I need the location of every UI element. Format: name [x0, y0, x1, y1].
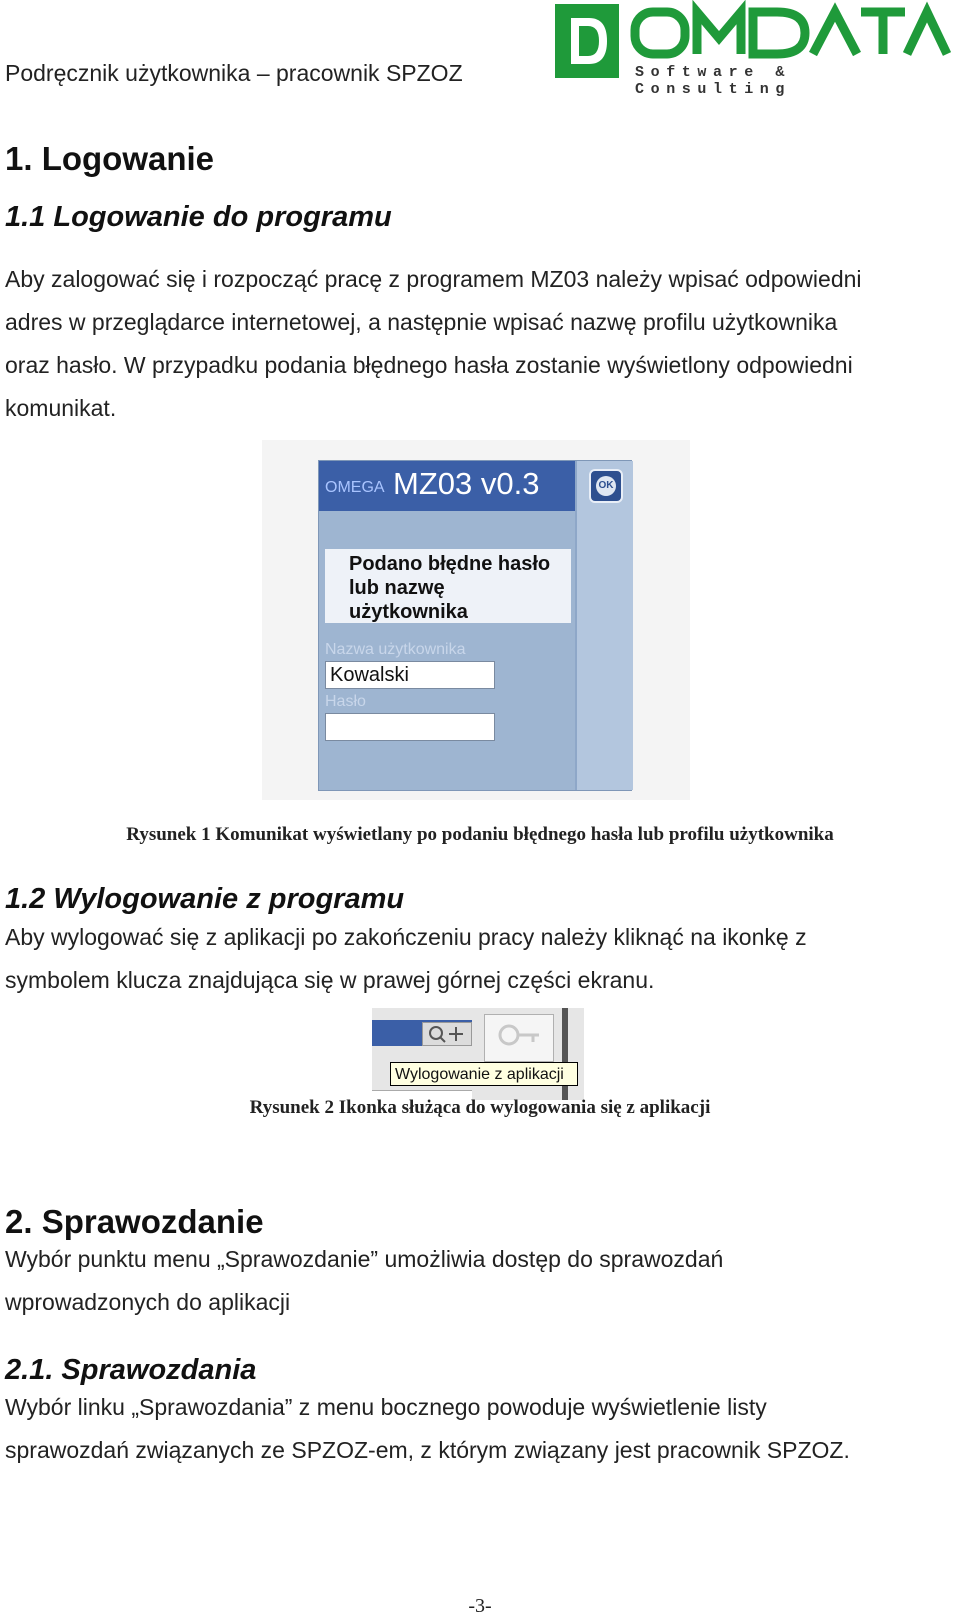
figure-2-caption: Rysunek 2 Ikonka służąca do wylogowania się z aplikacji	[249, 1097, 711, 1118]
logo-subtitle: Software & Consulting	[635, 64, 792, 98]
section-1-2-paragraph	[5, 916, 945, 1002]
paragraph-line: Aby wylogować się z aplikacji po zakończeniu pracy należy kliknąć na ikonkę z	[5, 924, 807, 950]
password-label: Hasło	[325, 693, 366, 710]
section-2-heading: 2. Sprawozdanie	[5, 1203, 264, 1240]
ok-button[interactable]	[589, 469, 623, 503]
paragraph-line: komunikat.	[5, 395, 117, 421]
password-field[interactable]	[325, 713, 495, 741]
error-message-line: użytkownika	[349, 601, 468, 623]
logout-key-button[interactable]	[484, 1014, 554, 1062]
ok-button-label: OK	[596, 476, 616, 496]
username-field[interactable]: Kowalski	[325, 661, 495, 689]
paragraph-line: Wybór punktu menu „Sprawozdanie” umożliwia dostęp do sprawozdań	[5, 1246, 724, 1272]
document-header-title: Podręcznik użytkownika – pracownik SPZOZ	[5, 60, 463, 86]
search-add-icon	[422, 1022, 472, 1046]
section-1-1-paragraph	[5, 258, 945, 430]
paragraph-line: adres w przeglądarce internetowej, a następnie wpisać nazwę profilu użytkownika	[5, 309, 838, 335]
paragraph-line: wprowadzonych do aplikacji	[5, 1289, 291, 1315]
section-1-2-heading: 1.2 Wylogowanie z programu	[5, 883, 405, 915]
section-2-paragraph	[5, 1238, 945, 1324]
logout-tooltip: Wylogowanie z aplikacji	[390, 1062, 578, 1086]
section-1-1-heading: 1.1 Logowanie do programu	[5, 201, 392, 233]
section-1-heading: 1. Logowanie	[5, 140, 215, 177]
login-side-strip	[575, 461, 633, 790]
section-2-1-heading: 2.1. Sprawozdania	[5, 1354, 257, 1386]
figure-2-logout-screenshot	[372, 1008, 584, 1100]
paragraph-line: Aby zalogować się i rozpocząć pracę z programem MZ03 należy wpisać odpowiedni	[5, 266, 862, 292]
figure-1-caption: Rysunek 1 Komunikat wyświetlany po podaniu błędnego hasła lub profilu użytkownika	[126, 824, 834, 845]
omega-brand: OMEGA	[325, 479, 385, 496]
error-message-box	[325, 549, 571, 623]
paragraph-line: Wybór linku „Sprawozdania” z menu bocznego powoduje wyświetlenie listy	[5, 1394, 767, 1420]
paragraph-line: sprawozdań związanych ze SPZOZ-em, z którym związany jest pracownik SPZOZ.	[5, 1437, 850, 1463]
app-title: MZ03 v0.3	[393, 466, 540, 501]
username-label: Nazwa użytkownika	[325, 641, 466, 658]
error-message-line: Podano błędne hasło	[349, 553, 551, 575]
error-message-line: lub nazwę	[349, 577, 445, 599]
paragraph-line: symbolem klucza znajdująca się w prawej górnej części ekranu.	[5, 967, 655, 993]
figure-1-login-screenshot	[318, 460, 632, 791]
section-2-1-paragraph	[5, 1386, 945, 1472]
key-icon	[485, 1015, 553, 1061]
search-icon	[423, 1023, 471, 1045]
page-number: -3-	[468, 1595, 492, 1617]
paragraph-line: oraz hasło. W przypadku podania błędnego hasła zostanie wyświetlony odpowiedni	[5, 352, 853, 378]
login-title-bar	[319, 461, 575, 511]
